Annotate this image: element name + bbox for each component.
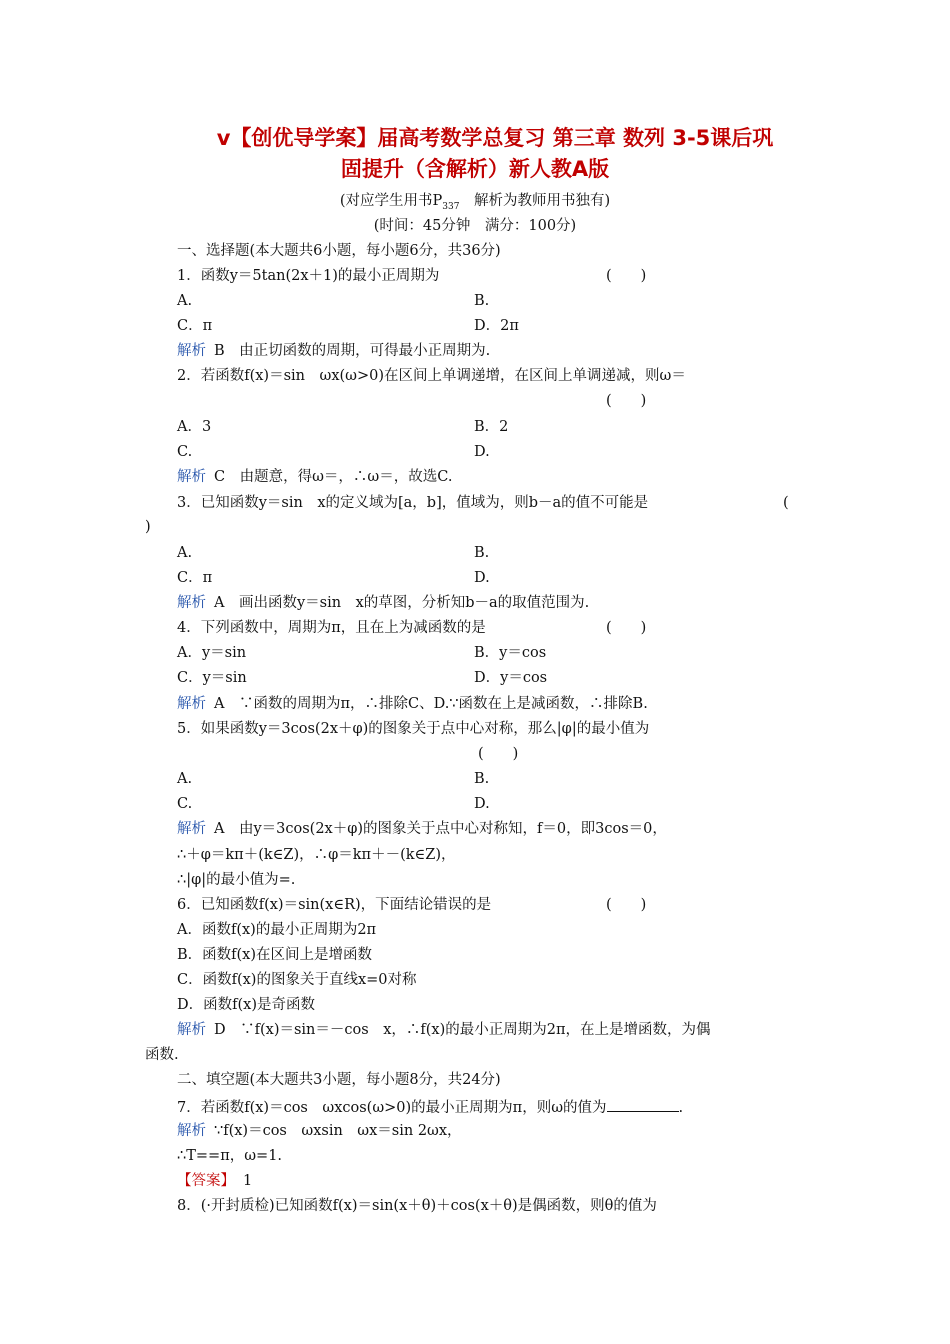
subtitle-prefix: (对应学生用书P — [339, 193, 443, 209]
q1-option-d: D．2π — [474, 318, 519, 334]
answer-paren-6: ( ) — [606, 897, 647, 913]
q3-option-b: B. — [474, 545, 490, 561]
q2-option-d: D. — [474, 444, 490, 460]
question-2: 2．若函数f(x)＝sin ωx(ω>0)在区间上单调递增，在区间上单调递减，则ω＝ — [177, 368, 686, 384]
solution-2 — [177, 467, 452, 487]
solution-6-text: D ∵f(x)＝sin＝－cos x，∴f(x)的最小正周期为2π，在上是增函数，为偶 — [214, 1022, 711, 1038]
q6-option-a: A．函数f(x)的最小正周期为2π — [177, 922, 377, 938]
subtitle-source — [0, 189, 950, 212]
q5-option-a: A. — [177, 771, 193, 787]
q2-option-c: C. — [177, 444, 193, 460]
q2-option-a: A．3 — [177, 419, 212, 435]
answer-paren-2: ( ) — [606, 393, 647, 409]
solution-7-text: ∵f(x)＝cos ωxsin ωx＝sin 2ωx， — [214, 1123, 462, 1139]
solution-2-text: C 由题意，得ω＝，∴ω＝，故选C. — [214, 469, 453, 485]
solution-5-line3: ∴|φ|的最小值为=. — [177, 872, 296, 888]
question-5: 5．如果函数y＝3cos(2x＋φ)的图象关于点中心对称，那么|φ|的最小值为 — [177, 721, 650, 737]
solution-label: 解析 — [177, 469, 206, 485]
answer-7 — [177, 1171, 252, 1191]
q1-option-a: A. — [177, 293, 193, 309]
solution-label: 解析 — [177, 595, 206, 611]
solution-6 — [177, 1020, 710, 1040]
question-7-text: 7．若函数f(x)＝cos ωxcos(ω>0)的最小正周期为π，则ω的值为 — [177, 1100, 607, 1116]
solution-1 — [177, 341, 490, 361]
doc-title-line1: v【创优导学案】届高考数学总复习 第三章 数列 3-5课后巩 — [216, 126, 774, 150]
solution-label: 解析 — [177, 696, 206, 712]
solution-3 — [177, 593, 589, 613]
q6-option-c: C．函数f(x)的图象关于直线x=0对称 — [177, 972, 417, 988]
q5-option-b: B. — [474, 771, 490, 787]
solution-label: 解析 — [177, 343, 206, 359]
solution-label: 解析 — [177, 1022, 206, 1038]
solution-7 — [177, 1121, 462, 1141]
solution-6-line2: 函数. — [145, 1047, 179, 1063]
answer-paren-4: ( ) — [606, 620, 647, 636]
question-4: 4．下列函数中，周期为π，且在上为减函数的是 — [177, 620, 486, 636]
fill-blank-7[interactable] — [607, 1096, 679, 1112]
solution-4-text: A ∵函数的周期为π，∴排除C、D.∵函数在上是减函数，∴排除B. — [214, 696, 648, 712]
q2-option-b: B．2 — [474, 419, 509, 435]
solution-5-line2: ∴＋φ＝kπ＋(k∈Z)，∴φ＝kπ＋－(k∈Z)， — [177, 847, 456, 863]
q5-option-d: D. — [474, 796, 490, 812]
q3-option-d: D. — [474, 570, 490, 586]
answer-paren-3-open: ( — [783, 495, 789, 511]
time-line: (时间：45分钟 满分：100分) — [373, 218, 577, 234]
solution-7-line2: ∴T==π，ω=1. — [177, 1148, 283, 1164]
answer-paren-5: ( ) — [478, 746, 519, 762]
q4-option-d: D．y＝cos — [474, 670, 548, 686]
answer-7-value: 1 — [243, 1173, 253, 1189]
q1-option-c: C．π — [177, 318, 213, 334]
subtitle-suffix: 解析为教师用书独有) — [459, 193, 611, 209]
question-7 — [177, 1096, 683, 1118]
subtitle-page: 337 — [442, 201, 460, 212]
doc-title-line2: 固提升（含解析）新人教A版 — [340, 157, 610, 181]
q6-option-b: B．函数f(x)在区间上是增函数 — [177, 947, 373, 963]
question-6: 6．已知函数f(x)＝sin(x∈R)，下面结论错误的是 — [177, 897, 492, 913]
q3-option-a: A. — [177, 545, 193, 561]
q3-option-c: C．π — [177, 570, 213, 586]
q1-option-b: B. — [474, 293, 490, 309]
q4-option-b: B．y＝cos — [474, 645, 547, 661]
question-1: 1．函数y＝5tan(2x＋1)的最小正周期为 — [177, 268, 440, 284]
question-3: 3．已知函数y＝sin x的定义域为[a，b]，值域为，则b－a的值不可能是 — [177, 495, 649, 511]
q4-option-c: C．y＝sin — [177, 670, 247, 686]
question-7-end: . — [678, 1100, 684, 1116]
q6-option-d: D．函数f(x)是奇函数 — [177, 997, 315, 1013]
solution-label: 解析 — [177, 1123, 206, 1139]
section1-heading: 一、选择题(本大题共6小题，每小题6分，共36分) — [177, 243, 501, 259]
answer-paren-3-close: ) — [145, 519, 151, 535]
question-8: 8．(·开封质检)已知函数f(x)＝sin(x＋θ)＋cos(x＋θ)是偶函数，则θ的值为 — [177, 1198, 657, 1214]
solution-1-text: B 由正切函数的周期，可得最小正周期为. — [214, 343, 491, 359]
solution-5-text: A 由y＝3cos(2x＋φ)的图象关于点中心对称知，f＝0，即3cos＝0， — [214, 821, 667, 837]
solution-3-text: A 画出函数y＝sin x的草图，分析知b－a的取值范围为. — [214, 595, 590, 611]
section2-heading: 二、填空题(本大题共3小题，每小题8分，共24分) — [177, 1072, 501, 1088]
answer-label: 【答案】 — [177, 1173, 235, 1189]
solution-4 — [177, 694, 648, 714]
answer-paren-1: ( ) — [606, 268, 647, 284]
q4-option-a: A．y＝sin — [177, 645, 247, 661]
q5-option-c: C. — [177, 796, 193, 812]
solution-5 — [177, 819, 667, 839]
solution-label: 解析 — [177, 821, 206, 837]
